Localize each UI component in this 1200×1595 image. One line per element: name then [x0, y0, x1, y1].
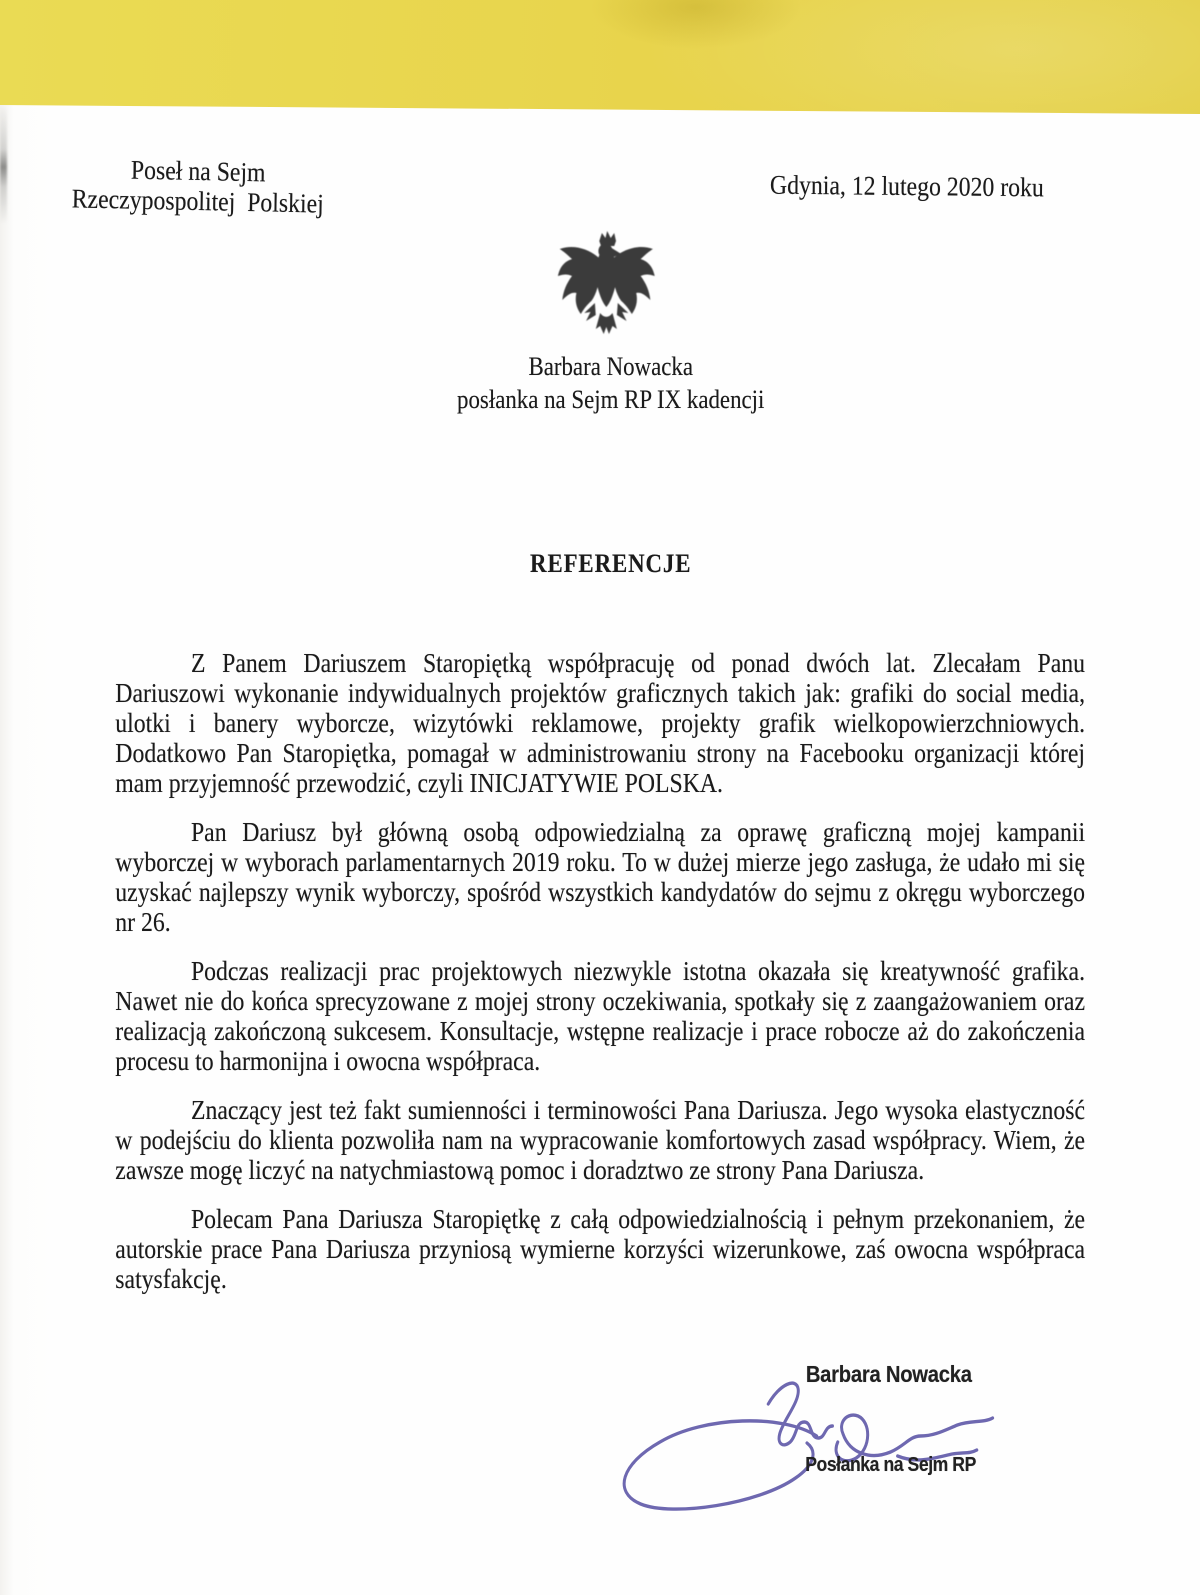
signature-stamp-role: Posłanka na Sejm RP	[805, 1454, 976, 1476]
letter-body	[115, 648, 1085, 1313]
paragraph-1: Z Panem Dariuszem Staropiętką współpracuję od ponad dwóch lat. Zlecałam Panu Dariuszowi wykonanie indywidualnych projektów graficznych takich jak: grafiki do social media, ulotki i banery wyborcze, wizytówki reklamowe, projekty grafik wielkopowierzchniowych. Dodatkowo Pan Staropiętka, pomagał w administrowaniu strony na Facebooku organizacji której mam przyjemność przewodzić, czyli INICJATYWIE POLSKA.	[115, 648, 1086, 798]
author-role: posłanka na Sejm RP IX kadencji	[457, 385, 765, 414]
eagle-crown	[599, 231, 616, 246]
sender-office-line2: Rzeczypospolitej Polskiej	[71, 183, 325, 219]
document-title: REFERENCJE	[530, 549, 692, 578]
paragraph-5: Polecam Pana Dariusza Staropiętkę z całą odpowiedzialnością i pełnym przekonaniem, że autorskie prace Pana Dariusza przyniosą wymierne korzyści wizerunkowe, zaś owocna współpraca satysfakcję.	[115, 1204, 1086, 1294]
polish-eagle-emblem	[556, 229, 656, 337]
sender-office-line1: Poseł na Sejm	[130, 154, 266, 188]
handwritten-signature	[607, 1372, 1012, 1532]
author-name: Barbara Nowacka	[528, 352, 693, 381]
date-line: Gdynia, 12 lutego 2020 roku	[769, 169, 1044, 203]
eagle-tail	[596, 313, 617, 334]
sender-office-header	[22, 152, 375, 219]
paragraph-2: Pan Dariusz był główną osobą odpowiedzialną za oprawę graficzną mojej kampanii wyborczej w wyborach parlamentarnych 2019 roku. To w dużej mierze jego zasługa, że udało mi się uzyskać najlepszy wynik wyborczy, spośród wszystkich kandydatów do sejmu z okręgu wyborczego nr 26.	[115, 817, 1086, 937]
paragraph-4: Znaczący jest też fakt sumienności i terminowości Pana Dariusza. Jego wysoka elastyczność w podejściu do klienta pozwoliła nam na wypracowanie komfortowych zasad współpracy. Wiem, że zawsze mogę liczyć na natychmiastową pomoc i doradztwo ze strony Pana Dariusza.	[115, 1095, 1086, 1185]
signature-stamp-name: Barbara Nowacka	[805, 1361, 972, 1387]
paragraph-3: Podczas realizacji prac projektowych niezwykle istotna okazała się kreatywność grafika. Nawet nie do końca sprecyzowane z mojej strony oczekiwania, spotkały się z zaangażowaniem oraz realizacją zakończoną sukcesem. Konsultacje, wstępne realizacje i prace robocze aż do zakończenia procesu to harmonijna i owocna współpraca.	[115, 956, 1086, 1076]
